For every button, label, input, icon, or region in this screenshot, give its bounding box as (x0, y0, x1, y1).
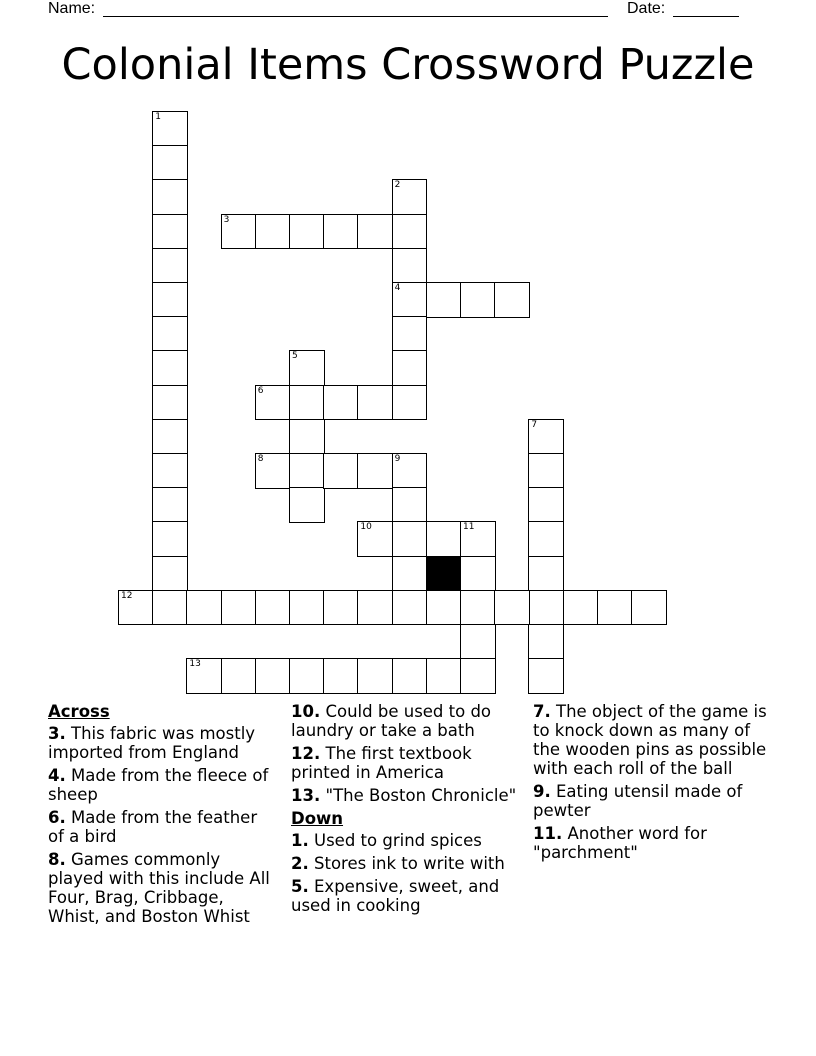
grid-cell[interactable] (323, 658, 359, 694)
grid-cell[interactable] (289, 385, 325, 421)
grid-cell[interactable] (152, 419, 188, 455)
grid-block (426, 556, 462, 592)
clue-number: 3 (223, 214, 230, 225)
grid-cell[interactable] (152, 350, 188, 386)
clue-across-6: 6. Made from the feather of a bird (48, 808, 258, 846)
grid-cell[interactable] (221, 214, 257, 250)
name-label: Name: (48, 0, 96, 17)
grid-cell[interactable] (289, 350, 325, 386)
grid-cell[interactable] (255, 590, 291, 626)
clue-across-12: 12. The first textbook printed in America (291, 744, 472, 782)
clues-column-2 (291, 702, 519, 919)
grid-cell[interactable] (357, 590, 393, 626)
clue-across-4: 4. Made from the fleece of sheep (48, 766, 269, 804)
grid-cell[interactable] (392, 179, 428, 215)
clue-number: 10 (360, 522, 372, 533)
grid-cell[interactable] (152, 556, 188, 592)
clue-number: 4 (394, 283, 401, 293)
clue-across-13: 13. "The Boston Chronicle" (291, 786, 517, 805)
grid-cell[interactable] (528, 487, 564, 523)
grid-cell[interactable] (460, 658, 496, 694)
clue-across-8: 8. Games commonly played with this include All Four, Brag, Cribbage, Whist, and Boston Whist (48, 850, 270, 926)
grid-cell[interactable] (426, 521, 462, 557)
grid-cell[interactable] (289, 487, 325, 523)
grid-cell[interactable] (392, 658, 428, 694)
clue-down-7: 7. The object of the game is to knock down as many of the wooden pins as possible with each roll of the ball (533, 702, 767, 778)
clue-number: 1 (155, 112, 161, 122)
clues-column-1 (48, 702, 273, 930)
grid-cell[interactable] (563, 590, 599, 626)
grid-cell[interactable] (460, 556, 496, 592)
grid-cell[interactable] (152, 521, 188, 557)
grid-cell[interactable] (186, 590, 222, 626)
clue-down-2: 2. Stores ink to write with (291, 854, 505, 873)
grid-cell[interactable] (323, 590, 359, 626)
grid-cell[interactable] (460, 624, 496, 660)
grid-cell[interactable] (392, 521, 428, 557)
clue-number: 5 (292, 351, 298, 362)
grid-cell[interactable] (152, 385, 188, 421)
clue-across-3: 3. This fabric was mostly imported from England (48, 724, 256, 762)
grid-cell[interactable] (289, 658, 325, 694)
clue-number: 6 (257, 385, 264, 396)
grid-cell[interactable] (221, 658, 257, 694)
grid-cell[interactable] (255, 385, 291, 421)
grid-cell[interactable] (357, 521, 393, 557)
clues-column-3 (533, 702, 768, 866)
grid-cell[interactable] (392, 316, 428, 352)
grid-cell[interactable] (426, 590, 462, 626)
clue-down-1: 1. Used to grind spices (291, 831, 482, 850)
grid-cell[interactable] (357, 214, 393, 250)
grid-cell[interactable] (323, 385, 359, 421)
grid-cell[interactable] (152, 214, 188, 250)
clue-number: 12 (121, 590, 133, 601)
grid-cell[interactable] (392, 453, 428, 489)
grid-cell[interactable] (357, 453, 393, 489)
grid-cell[interactable] (494, 282, 530, 318)
grid-cell[interactable] (631, 590, 667, 626)
grid-cell[interactable] (357, 658, 393, 694)
grid-cell[interactable] (392, 214, 428, 250)
clue-down-11: 11. Another word for "parchment" (533, 824, 707, 862)
grid-cell[interactable] (289, 214, 325, 250)
clue-down-9: 9. Eating utensil made of pewter (533, 782, 743, 820)
grid-cell[interactable] (392, 248, 428, 284)
grid-cell[interactable] (426, 658, 462, 694)
grid-cell[interactable] (221, 590, 257, 626)
grid-cell[interactable] (152, 111, 188, 147)
grid-cell[interactable] (597, 590, 633, 626)
grid-cell[interactable] (323, 453, 359, 489)
date-field[interactable] (673, 16, 739, 17)
grid-cell[interactable] (460, 521, 496, 557)
clue-across-10: 10. Could be used to do laundry or take a bath (291, 702, 492, 740)
across-heading: Across (48, 702, 110, 721)
grid-cell[interactable] (152, 282, 188, 318)
grid-cell[interactable] (528, 590, 564, 626)
down-heading: Down (291, 809, 344, 828)
grid-cell[interactable] (357, 385, 393, 421)
grid-cell[interactable] (118, 590, 154, 626)
grid-cell[interactable] (255, 453, 291, 489)
grid-cell[interactable] (528, 521, 564, 557)
grid-cell[interactable] (392, 350, 428, 386)
grid-cell[interactable] (528, 453, 564, 489)
clue-number: 8 (257, 454, 264, 464)
grid-cell[interactable] (152, 248, 188, 284)
grid-cell[interactable] (528, 624, 564, 660)
grid-cell[interactable] (460, 282, 496, 318)
grid-cell[interactable] (494, 590, 530, 626)
grid-cell[interactable] (186, 658, 222, 694)
grid-cell[interactable] (528, 419, 564, 455)
clue-down-5: 5. Expensive, sweet, and used in cooking (291, 877, 500, 915)
date-label: Date: (627, 0, 666, 17)
grid-cell[interactable] (392, 282, 428, 318)
grid-cell[interactable] (152, 145, 188, 181)
grid-cell[interactable] (392, 590, 428, 626)
grid-cell[interactable] (426, 282, 462, 318)
header (48, 0, 748, 22)
grid-cell[interactable] (392, 487, 428, 523)
clue-number: 13 (189, 659, 201, 670)
grid-cell[interactable] (528, 658, 564, 694)
grid-cell[interactable] (152, 179, 188, 215)
grid-cell[interactable] (528, 556, 564, 592)
clue-number: 2 (394, 180, 401, 191)
grid-cell[interactable] (152, 316, 188, 352)
grid-cell[interactable] (289, 453, 325, 489)
grid-cell[interactable] (152, 487, 188, 523)
clue-number: 11 (463, 522, 475, 533)
grid-cell[interactable] (289, 419, 325, 455)
grid-cell[interactable] (323, 214, 359, 250)
page-title: Colonial Items Crossword Puzzle (61, 40, 755, 90)
grid-cell[interactable] (392, 385, 428, 421)
grid-cell[interactable] (255, 658, 291, 694)
grid-cell[interactable] (392, 556, 428, 592)
grid-cell[interactable] (289, 590, 325, 626)
grid-cell[interactable] (152, 590, 188, 626)
name-field[interactable] (103, 16, 608, 17)
grid-cell[interactable] (460, 590, 496, 626)
clue-number: 9 (394, 454, 401, 464)
clue-number: 7 (531, 419, 538, 430)
grid-cell[interactable] (255, 214, 291, 250)
grid-cell[interactable] (152, 453, 188, 489)
